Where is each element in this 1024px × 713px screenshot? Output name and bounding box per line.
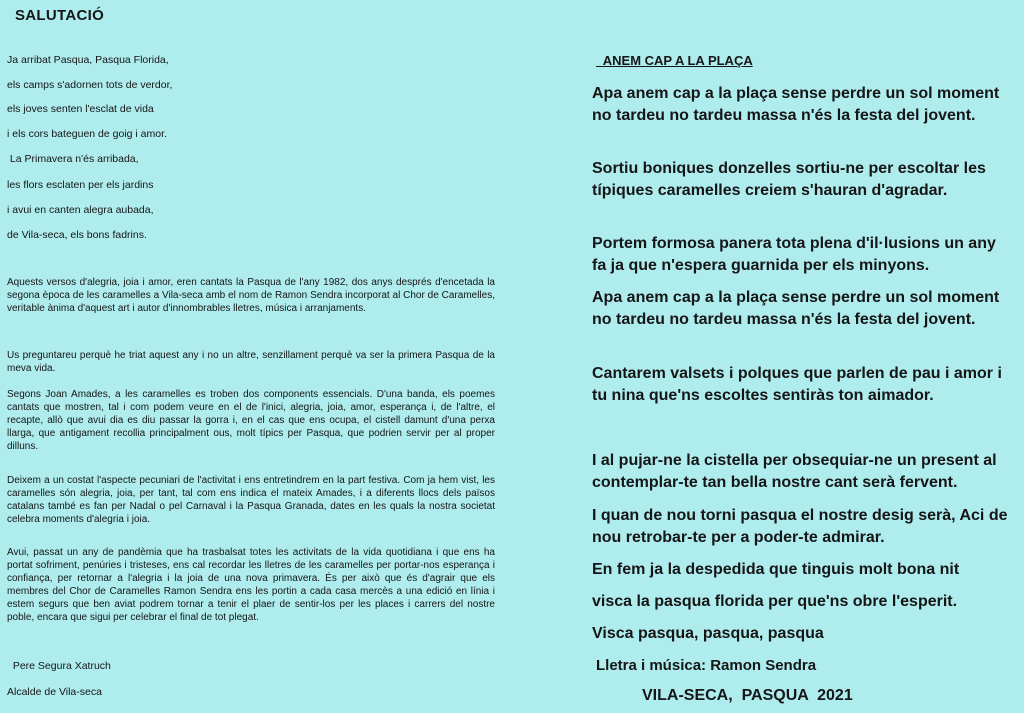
poem-line: Ja arribat Pasqua, Pasqua Florida, — [7, 54, 169, 66]
song-verse: En fem ja la despedida que tinguis molt bona nit — [592, 561, 960, 578]
poem-line: La Primavera n'és arribada, — [7, 153, 139, 165]
footer-place-date: VILA-SECA, PASQUA 2021 — [642, 687, 853, 704]
song-verse: Apa anem cap a la plaça sense perdre un sol moment no tardeu no tardeu massa n'és la festa del jovent. — [592, 85, 1000, 124]
song-title: ANEM CAP A LA PLAÇA — [596, 53, 753, 68]
song-verse: Sortiu boniques donzelles sortiu-ne per escoltar les típiques caramelles creiem s'hauran d'agradar. — [592, 160, 986, 199]
song-verse: Portem formosa panera tota plena d'il·lusions un any fa ja que n'espera guarnida per els minyons. — [592, 235, 996, 274]
poem-line: i els cors bateguen de goig i amor. — [7, 128, 167, 140]
paragraph: Us preguntareu perquè he triat aquest any i no un altre, senzillament perquè va ser la primera Pasqua de la meva vida. — [7, 350, 495, 374]
paragraph: Avui, passat un any de pandèmia que ha trasbalsat totes les activitats de la vida quotidiana i que ens ha portat sofriment, penúries i tristeses, ens cal recordar les lletres de les caramelles per portar-nos esperança i confiança, per retornar a l'alegria i la joia de una nova primavera. És per això que és d'agrair que els membres del Chor de Caramelles Ramon Sendra ens les portin a cada casa mercès a una edició en línia i estem segurs que ben aviat podrem tornar a tenir el plaer de sentir-los per les places i carrers del nostre poble, encara que sigui per celebrar el final de tot plegat. — [7, 547, 495, 623]
song-verse: Cantarem valsets i polques que parlen de pau i amor i tu nina que'ns escoltes sentiràs ton aimador. — [592, 365, 1002, 404]
paragraph: Segons Joan Amades, a les caramelles es troben dos components essencials. D'una banda, els poemes cantats que mostren, tal i com podem veure en el de l'inici, alegria, joia, amor, esperança i, de l'altre, el recapte, allò que avui dia es diu passar la gorra i, en el cas que ens ocupa, el cistell damunt d'una perxa llarga, que antigament recollia principalment ous, molt típics per Pasqua, que podrien servir per al proper dilluns. — [7, 389, 495, 452]
song-credit: Lletra i música: Ramon Sendra — [596, 657, 817, 674]
poem-line: les flors esclaten per els jardins — [7, 179, 154, 191]
salutacio-title: SALUTACIÓ — [15, 7, 105, 24]
salutacio-column — [0, 0, 510, 713]
song-column — [590, 0, 1020, 713]
poem-line: de Vila-seca, els bons fadrins. — [7, 229, 147, 241]
poem-line: i avui en canten alegra aubada, — [7, 204, 154, 216]
song-verse: Visca pasqua, pasqua, pasqua — [592, 625, 824, 642]
signature-title: Alcalde de Vila-seca — [7, 686, 102, 698]
paragraph: Aquests versos d'alegria, joia i amor, eren cantats la Pasqua de l'any 1982, dos anys després d'encetada la segona època de les caramelles a Vila-seca amb el nom de Ramon Sendra incorporat al Chor de Caramelles, veritable ànima d'aquest art i autor d'innombrables lletres, música i arranjaments. — [7, 277, 495, 314]
song-verse: I quan de nou torni pasqua el nostre desig serà, Aci de nou retrobar-te per a poder-te admirar. — [592, 507, 1008, 546]
poem-line: els joves senten l'esclat de vida — [7, 103, 154, 115]
song-verse: I al pujar-ne la cistella per obsequiar-ne un present al contemplar-te tan bella nostre cant serà fervent. — [592, 452, 997, 491]
paragraph: Deixem a un costat l'aspecte pecuniari de l'activitat i ens entretindrem en la part festiva. Com ja hem vist, les caramelles són alegria, joia, per tant, tal com ens indica el mateix Amades, i a diferents llocs dels països catalans també es fan per Nadal o pel Carnaval i la Pasqua Granada, dates en les quals la nostra societat celebra moments d'alegria i joia. — [7, 475, 495, 525]
song-verse: Apa anem cap a la plaça sense perdre un sol moment no tardeu no tardeu massa n'és la festa del jovent. — [592, 289, 1000, 328]
poem-line: els camps s'adornen tots de verdor, — [7, 79, 173, 91]
song-verse: visca la pasqua florida per que'ns obre l'esperit. — [592, 593, 958, 610]
signature-name: Pere Segura Xatruch — [7, 660, 111, 672]
